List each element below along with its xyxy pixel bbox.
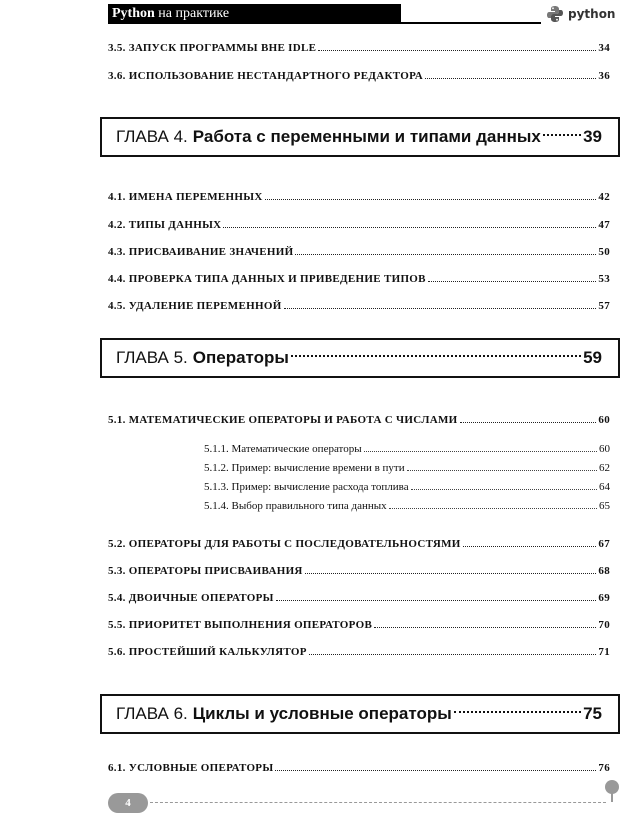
toc-leader — [284, 308, 597, 309]
toc-entry-page: 68 — [598, 565, 610, 577]
toc-leader — [291, 355, 581, 357]
toc-subentry-title: 5.1.1. Математические операторы — [204, 443, 362, 455]
toc-entry-title: 5.2. ОПЕРАТОРЫ ДЛЯ РАБОТЫ С ПОСЛЕДОВАТЕЛЬНОСТЯМИ — [108, 538, 461, 550]
toc-entry[interactable] — [108, 66, 610, 82]
book-title-bold: Python — [112, 6, 155, 21]
chapter-prefix: ГЛАВА 6. — [116, 704, 188, 723]
page-number: 4 — [125, 797, 131, 809]
toc-subentry[interactable] — [204, 496, 610, 512]
toc-leader — [318, 50, 596, 51]
toc-entry[interactable] — [108, 242, 610, 258]
toc-subentry-page: 65 — [599, 500, 610, 512]
toc-entry[interactable] — [108, 296, 610, 312]
toc-leader — [407, 470, 597, 471]
toc-leader — [463, 546, 597, 547]
toc-entry-title: 5.3. ОПЕРАТОРЫ ПРИСВАИВАНИЯ — [108, 565, 303, 577]
python-logo-icon — [546, 5, 564, 23]
chapter-page: 39 — [583, 127, 602, 146]
python-logo — [546, 4, 615, 24]
toc-leader — [425, 78, 596, 79]
toc-entry[interactable] — [108, 642, 610, 658]
footer-marker-dot — [605, 780, 619, 794]
chapter-page: 59 — [583, 348, 602, 367]
toc-entry[interactable] — [108, 561, 610, 577]
toc-entry-page: 67 — [598, 538, 610, 550]
chapter-title: Циклы и условные операторы — [192, 704, 452, 723]
toc-leader — [305, 573, 597, 574]
running-header-title — [112, 4, 229, 24]
toc-entry[interactable] — [108, 588, 610, 604]
toc-entry-page: 76 — [598, 762, 610, 774]
toc-entry-title: 4.5. УДАЛЕНИЕ ПЕРЕМЕННОЙ — [108, 300, 282, 312]
chapter-title: Работа с переменными и типами данных — [192, 127, 541, 146]
toc-entry[interactable] — [108, 410, 610, 426]
toc-entry-page: 70 — [598, 619, 610, 631]
toc-entry-page: 47 — [598, 219, 610, 231]
toc-subentry[interactable] — [204, 458, 610, 474]
toc-subentry[interactable] — [204, 477, 610, 493]
toc-entry-title: 4.4. ПРОВЕРКА ТИПА ДАННЫХ И ПРИВЕДЕНИЕ ТИПОВ — [108, 273, 426, 285]
toc-leader — [223, 227, 596, 228]
toc-entry-page: 50 — [598, 246, 610, 258]
toc-entry-title: 5.4. ДВОИЧНЫЕ ОПЕРАТОРЫ — [108, 592, 274, 604]
toc-entry[interactable] — [108, 269, 610, 285]
toc-subentry-page: 64 — [599, 481, 610, 493]
toc-leader — [460, 422, 597, 423]
page-number-badge — [108, 793, 148, 813]
book-title-rest: на практике — [154, 6, 230, 21]
toc-entry-title: 6.1. УСЛОВНЫЕ ОПЕРАТОРЫ — [108, 762, 274, 774]
python-logo-text: python — [568, 7, 616, 21]
toc-entry[interactable] — [108, 187, 610, 203]
toc-subentry[interactable] — [204, 439, 610, 455]
toc-entry-title: 3.5. ЗАПУСК ПРОГРАММЫ ВНЕ IDLE — [108, 42, 317, 54]
chapter-heading-6[interactable] — [100, 694, 620, 734]
chapter-prefix: ГЛАВА 5. — [116, 348, 188, 367]
toc-entry-title: 5.1. МАТЕМАТИЧЕСКИЕ ОПЕРАТОРЫ И РАБОТА С ЧИСЛАМИ — [108, 414, 458, 426]
header-rule — [401, 22, 541, 24]
toc-entry[interactable] — [108, 534, 610, 550]
chapter-prefix: ГЛАВА 4. — [116, 127, 188, 146]
toc-leader — [364, 451, 597, 452]
toc-entry-page: 34 — [598, 42, 610, 54]
toc-subentry-title: 5.1.3. Пример: вычисление расхода топлива — [204, 481, 409, 493]
toc-entry-title: 3.6. ИСПОЛЬЗОВАНИЕ НЕСТАНДАРТНОГО РЕДАКТОРА — [108, 70, 423, 82]
toc-subentry-title: 5.1.2. Пример: вычисление времени в пути — [204, 462, 405, 474]
toc-leader — [295, 254, 596, 255]
toc-leader — [374, 627, 596, 628]
toc-entry-page: 53 — [598, 273, 610, 285]
toc-leader — [428, 281, 597, 282]
toc-entry-page: 57 — [598, 300, 610, 312]
toc-entry-page: 71 — [598, 646, 610, 658]
toc-entry[interactable] — [108, 615, 610, 631]
toc-leader — [454, 711, 581, 713]
toc-entry-page: 69 — [598, 592, 610, 604]
toc-entry-page: 36 — [598, 70, 610, 82]
toc-entry[interactable] — [108, 758, 610, 774]
toc-subentry-page: 60 — [599, 443, 610, 455]
toc-subentry-page: 62 — [599, 462, 610, 474]
toc-entry-title: 5.6. ПРОСТЕЙШИЙ КАЛЬКУЛЯТОР — [108, 646, 307, 658]
toc-leader — [265, 199, 597, 200]
toc-entry[interactable] — [108, 38, 610, 54]
chapter-page: 75 — [583, 704, 602, 723]
toc-leader — [276, 600, 597, 601]
toc-leader — [275, 770, 596, 771]
footer-dashed-rule — [150, 802, 606, 803]
toc-entry-title: 5.5. ПРИОРИТЕТ ВЫПОЛНЕНИЯ ОПЕРАТОРОВ — [108, 619, 373, 631]
toc-leader — [543, 134, 581, 136]
chapter-title: Операторы — [192, 348, 289, 367]
toc-leader — [309, 654, 597, 655]
chapter-heading-4[interactable] — [100, 117, 620, 157]
toc-leader — [389, 508, 597, 509]
toc-subentry-title: 5.1.4. Выбор правильного типа данных — [204, 500, 387, 512]
toc-entry-title: 4.1. ИМЕНА ПЕРЕМЕННЫХ — [108, 191, 263, 203]
toc-entry-page: 60 — [598, 414, 610, 426]
chapter-heading-5[interactable] — [100, 338, 620, 378]
toc-entry-page: 42 — [598, 191, 610, 203]
toc-entry[interactable] — [108, 215, 610, 231]
toc-entry-title: 4.2. ТИПЫ ДАННЫХ — [108, 219, 222, 231]
toc-leader — [411, 489, 597, 490]
toc-entry-title: 4.3. ПРИСВАИВАНИЕ ЗНАЧЕНИЙ — [108, 246, 294, 258]
